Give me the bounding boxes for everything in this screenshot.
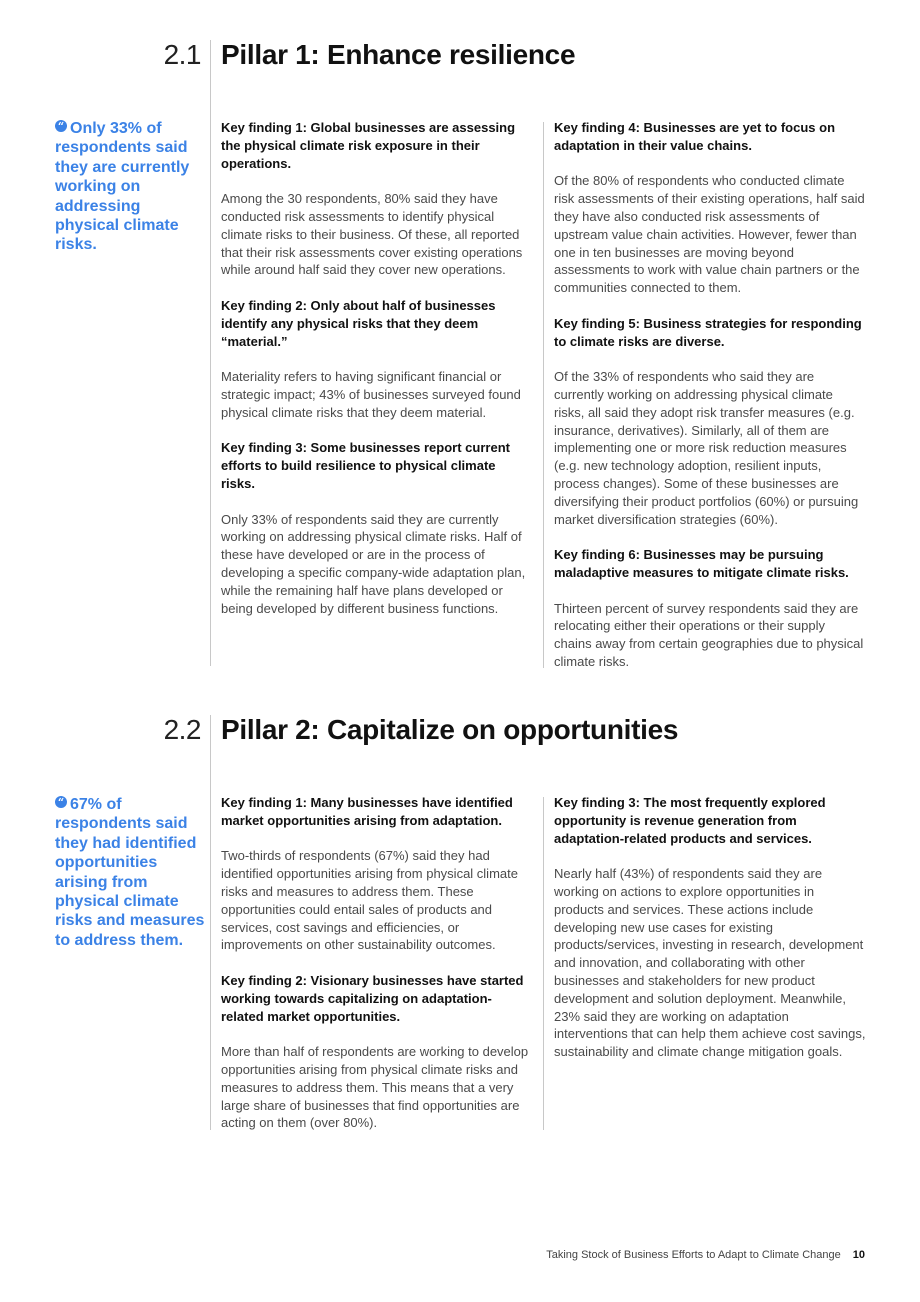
key-finding-heading: Key finding 6: Businesses may be pursuing maladaptive measures to mitigate climate risks. — [554, 547, 849, 580]
page-number: 10 — [852, 1249, 865, 1261]
section-title: Pillar 2: Capitalize on opportunities — [221, 714, 679, 745]
key-finding-heading: Key finding 1: Many businesses have identified market opportunities arising from adaptation. — [221, 795, 513, 828]
key-finding-body: Among the 30 respondents, 80% said they have conducted risk assessments to identify physical climate risks to their business. Of these, all reported that their risk assessments cover existing operations while around half said they cover new operations. — [221, 191, 523, 278]
key-finding-heading: Key finding 3: Some businesses report current efforts to build resilience to physical climate risks. — [221, 440, 510, 491]
section-number: 2.1 — [163, 39, 201, 70]
key-finding-heading: Key finding 2: Visionary businesses have started working towards capitalizing on adaptation-related market opportunities. — [221, 972, 524, 1024]
key-finding-heading: Key finding 1: Global businesses are assessing the physical climate risk exposure in their operations. — [221, 120, 516, 171]
key-finding-body: Nearly half (43%) of respondents said they are working on actions to explore opportunities in products and services. These actions include developing new use cases for existing products/services, investing in research, development and innovation, and collaborating with other businesses and stakeholders for new product development and solution deployment. Meanwhile, 23% said they are working on adaptation interventions that can help them achieve cost savings, sustainability and climate change mitigation goals. — [554, 866, 866, 1060]
quote-icon: “ — [55, 796, 67, 808]
column-right — [554, 119, 866, 689]
divider-vertical — [543, 797, 544, 1130]
key-finding-heading: Key finding 2: Only about half of businesses identify any physical risks that they deem “material.” — [221, 297, 496, 349]
section-title: Pillar 1: Enhance resilience — [221, 39, 576, 70]
key-finding-body: More than half of respondents are working to develop opportunities arising from physical climate risks and measures to address them. This means that a very large share of businesses that find opportunities are acting on them (over 80%). — [221, 1044, 529, 1131]
key-finding-body: Materiality refers to having significant financial or strategic impact; 43% of businesses surveyed found physical climate risks that they deem material. — [221, 369, 521, 420]
key-finding-heading: Key finding 4: Businesses are yet to focus on adaptation in their value chains. — [554, 120, 836, 153]
quote-icon: “ — [55, 120, 67, 132]
divider-vertical — [210, 715, 211, 1130]
footer-title: Taking Stock of Business Efforts to Adapt to Climate Change — [546, 1249, 841, 1261]
column-right — [554, 794, 866, 1079]
pull-quote-text: 67% of respondents said they had identified opportunities arising from physical climate risks and measures to address them. — [55, 796, 205, 949]
divider-vertical — [210, 40, 211, 666]
key-finding-body: Only 33% of respondents said they are currently working on addressing physical climate risks. Half of these have developed or are in the process of developing a specific company-wide adaptation plan, while the remaining half have plans developed or being developed by different business functions. — [221, 511, 526, 616]
key-finding-body: Two-thirds of respondents (67%) said they had identified opportunities arising from physical climate risks and measures to address them. These opportunities could entail sales of products and services, cost savings and efficiencies, or improvements on other sustainability outcomes. — [221, 848, 518, 953]
column-left — [221, 119, 533, 635]
pull-quote — [55, 795, 205, 950]
page-footer — [546, 1249, 865, 1261]
divider-vertical — [543, 122, 544, 668]
key-finding-body: Of the 80% of respondents who conducted climate risk assessments of their existing operations, half said they have also conducted risk assessments of upstream value chain activities. However, fewer than one in ten businesses are moving beyond assessments to work with value chain partners or the communities connected to them. — [554, 173, 865, 296]
pull-quote-text: Only 33% of respondents said they are currently working on addressing physical climate risks. — [55, 120, 190, 254]
pull-quote — [55, 119, 205, 255]
column-left — [221, 794, 533, 1150]
key-finding-body: Of the 33% of respondents who said they are currently working on addressing physical climate risks, all said they adopt risk transfer measures (e.g. insurance, derivatives). Similarly, all of them are implementing one or more risk reduction measures (e.g. new technology adoption, resilient inputs, process changes). Some of these businesses are diversifying their product portfolios (60%) or pursuing market diversification strategies (60%). — [554, 369, 859, 527]
key-finding-body: Thirteen percent of survey respondents said they are relocating either their operations or their supply chains away from certain geographies due to physical climate risks. — [554, 600, 864, 669]
key-finding-heading: Key finding 5: Business strategies for responding to climate risks are diverse. — [554, 315, 862, 349]
key-finding-heading: Key finding 3: The most frequently explored opportunity is revenue generation from adaptation-related products and services. — [554, 795, 826, 846]
section-number: 2.2 — [163, 714, 201, 745]
